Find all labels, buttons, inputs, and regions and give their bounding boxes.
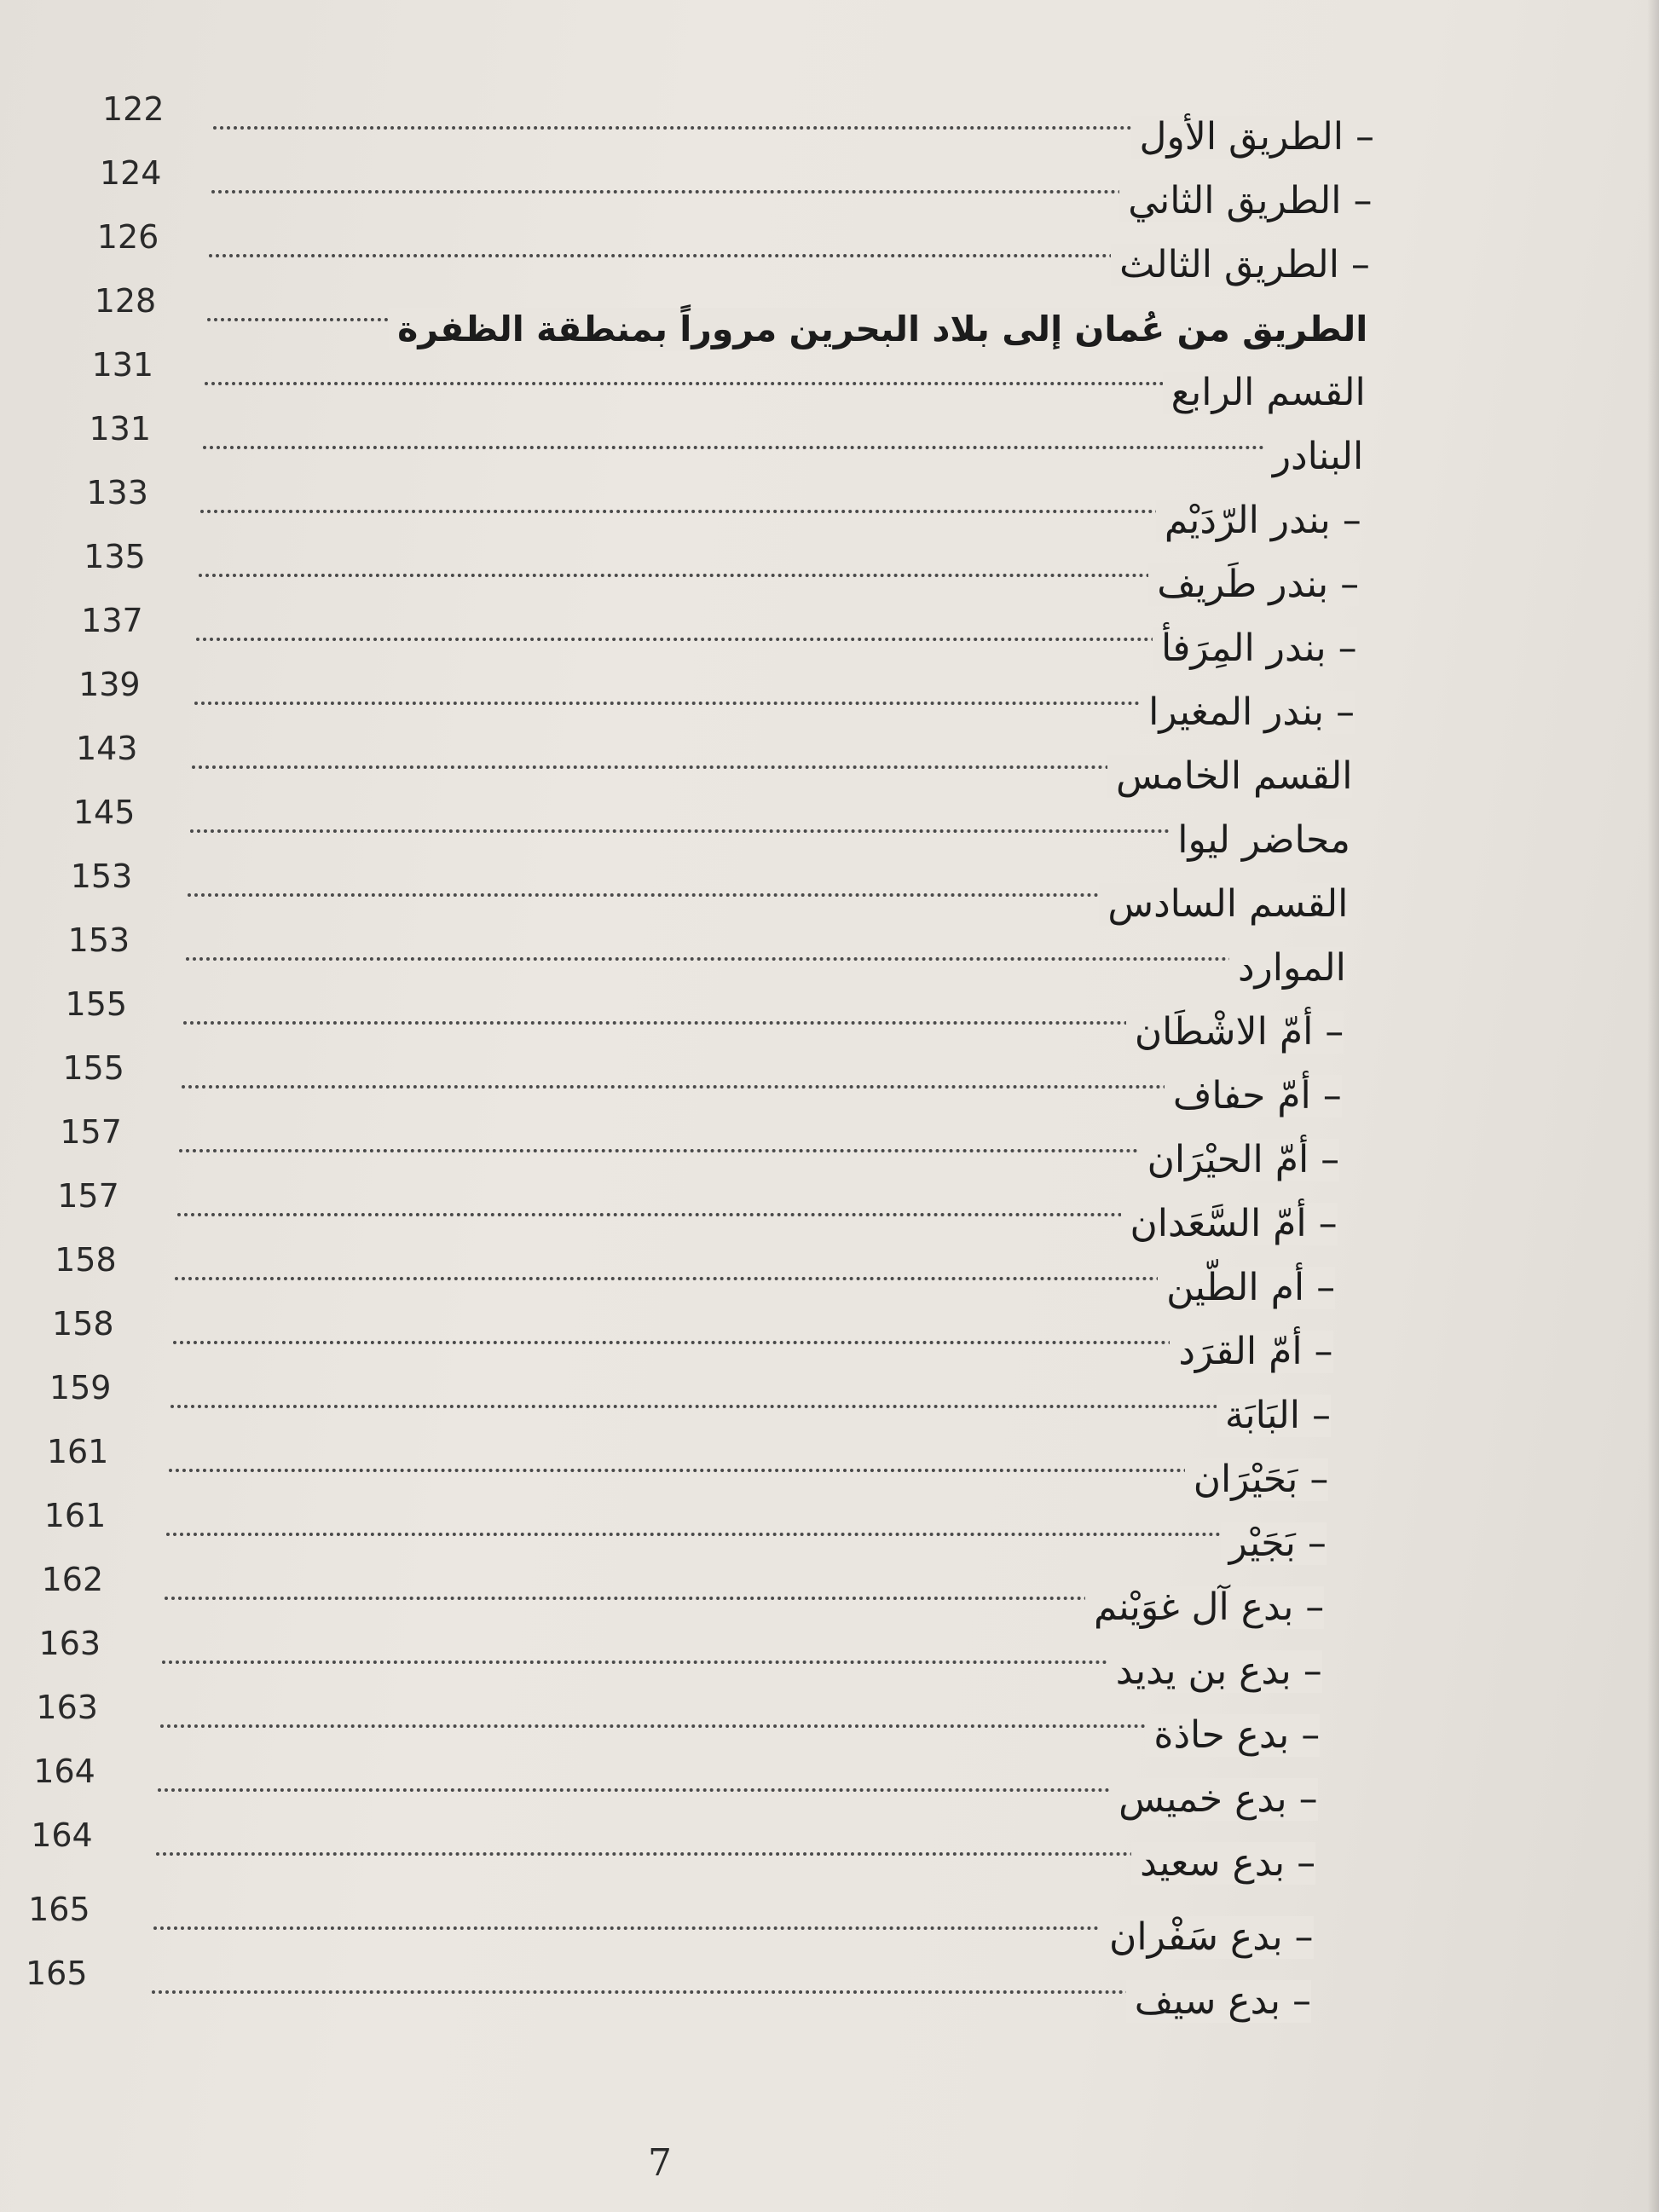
toc-entry-title: – بدع آل غوَيْنم	[1085, 1586, 1324, 1629]
toc-entry	[0, 602, 1659, 670]
toc-page-number: 131	[91, 346, 154, 384]
toc-entry-title: – بدع سعيد	[1131, 1842, 1315, 1885]
toc-entry-title: – أمّ الحيْرَان	[1139, 1139, 1340, 1181]
toc-page-number: 164	[33, 1753, 95, 1790]
toc-entry-title: القسم الخامس	[1107, 755, 1353, 798]
toc-entry-title: – بدع سَفْران	[1101, 1916, 1314, 1959]
toc-entry	[0, 1049, 1659, 1118]
toc-page-number: 122	[102, 90, 165, 128]
toc-entry-title: الطريق من عُمان إلى بلاد البحرين مروراً بمنطقة الظفرة	[389, 308, 1367, 350]
toc-entry	[0, 282, 1659, 349]
toc-entry	[0, 1816, 1659, 1885]
toc-entry	[0, 858, 1659, 926]
toc-entry-title: – أمّ حفاف	[1165, 1075, 1342, 1118]
toc-entry-title: – بندر المِرَفأ	[1153, 627, 1357, 670]
toc-entry-title: – بدع سيف	[1126, 1980, 1311, 2023]
toc-dot-leader	[156, 1852, 1298, 1856]
toc-dot-leader	[171, 1405, 1314, 1408]
toc-entry	[0, 154, 1659, 222]
toc-page-number: 155	[65, 985, 128, 1023]
toc-entry-title: – بندر الرّدَيْم	[1156, 500, 1361, 542]
toc-entry-title: – بندر طَريف	[1148, 563, 1359, 606]
toc-entry-title: – أمّ القرَد	[1170, 1331, 1332, 1373]
toc-page-number: 165	[26, 1955, 88, 1992]
toc-page-number: 153	[67, 921, 130, 959]
toc-entry-title: – الطريق الثالث	[1111, 244, 1370, 286]
toc-entry-title: – البَابَة	[1217, 1395, 1331, 1437]
toc-entry-title: – بندر المغيرا	[1140, 691, 1355, 734]
toc-page-number: 163	[38, 1625, 101, 1662]
toc-entry	[0, 985, 1659, 1054]
toc-entry	[0, 1305, 1659, 1373]
toc-page-number: 165	[28, 1891, 90, 1928]
page-folio: 7	[648, 2141, 672, 2185]
toc-entry	[0, 410, 1659, 478]
toc-entry	[0, 1497, 1659, 1565]
toc-dot-leader	[166, 1533, 1309, 1536]
toc-entry-title: – بدع حاذة	[1145, 1714, 1320, 1757]
toc-entry	[0, 1241, 1659, 1309]
toc-entry-title: البنادر	[1264, 436, 1363, 478]
toc-entry	[0, 1625, 1659, 1693]
toc-entry	[0, 218, 1659, 286]
toc-entry	[0, 1753, 1659, 1821]
toc-entry-title: – بدع بن يديد	[1107, 1650, 1322, 1693]
toc-entry	[0, 1891, 1659, 1959]
toc-entry	[0, 794, 1659, 862]
toc-entry	[0, 474, 1659, 542]
toc-page-number: 159	[49, 1369, 112, 1406]
toc-entry	[0, 90, 1659, 159]
toc-entry-title: – بدع خميس	[1110, 1778, 1318, 1821]
toc-entry-title: – بَحَيْرَان	[1185, 1458, 1329, 1501]
toc-page-number: 124	[99, 154, 162, 192]
toc-entry-title: – أمّ الاشْطَان	[1126, 1011, 1344, 1054]
toc-page-number: 157	[60, 1113, 122, 1151]
toc-entry-title: – أم الطّين	[1158, 1267, 1335, 1309]
toc-page-number: 162	[41, 1561, 104, 1598]
toc-dot-leader	[169, 1469, 1312, 1472]
toc-dot-leader	[203, 446, 1347, 449]
toc-entry-title: – أمّ السَّعَدان	[1121, 1203, 1337, 1245]
toc-page-number: 161	[46, 1433, 109, 1470]
toc-page-number: 157	[57, 1177, 119, 1215]
toc-entry-title: القسم السادس	[1099, 883, 1348, 926]
toc-entry	[0, 730, 1659, 798]
toc-entry	[0, 1433, 1659, 1501]
toc-entry	[0, 1561, 1659, 1629]
toc-entry	[0, 1689, 1659, 1757]
toc-entry-title: الموارد	[1229, 947, 1346, 990]
toc-dot-leader	[186, 957, 1329, 961]
toc-entry-title: القسم الرابع	[1163, 372, 1366, 414]
toc-dot-leader	[175, 1277, 1318, 1280]
toc-dot-leader	[173, 1341, 1316, 1344]
toc-entry	[0, 346, 1659, 414]
toc-page-number: 164	[31, 1816, 93, 1854]
toc-page-number: 143	[75, 730, 138, 767]
toc-page-number: 137	[81, 602, 143, 639]
toc-entry-title: – الطريق الثاني	[1119, 180, 1372, 222]
toc-entry	[0, 921, 1659, 990]
toc-entry	[0, 1369, 1659, 1437]
toc-entry-title: محاضر ليوا	[1169, 819, 1350, 862]
toc-page-number: 163	[36, 1689, 98, 1726]
toc-page-number: 158	[55, 1241, 117, 1279]
toc-entry	[0, 538, 1659, 606]
toc-page-number: 131	[89, 410, 151, 448]
toc-dot-leader	[190, 829, 1333, 833]
toc-page-number: 135	[84, 538, 146, 575]
toc-dot-leader	[160, 1724, 1303, 1728]
toc-entry	[0, 1113, 1659, 1181]
toc-dot-leader	[182, 1085, 1325, 1089]
toc-page-number: 126	[96, 218, 159, 256]
toc-entry	[0, 1177, 1659, 1245]
toc-dot-leader	[152, 1990, 1294, 1994]
toc-page-number: 153	[70, 858, 133, 895]
toc-entry-title: – الطريق الأول	[1131, 116, 1374, 159]
toc-page-number: 133	[86, 474, 148, 511]
toc-entry	[0, 1955, 1659, 2023]
toc-page-number: 161	[43, 1497, 107, 1534]
toc-page-number: 139	[78, 666, 141, 703]
toc-page-number: 145	[72, 794, 136, 831]
toc-page-number: 128	[94, 282, 157, 320]
toc-page-number: 158	[52, 1305, 114, 1343]
toc-entry	[0, 666, 1659, 734]
toc-page-number: 155	[62, 1049, 124, 1087]
toc-entry-title: – بَجَيْر	[1221, 1522, 1327, 1565]
